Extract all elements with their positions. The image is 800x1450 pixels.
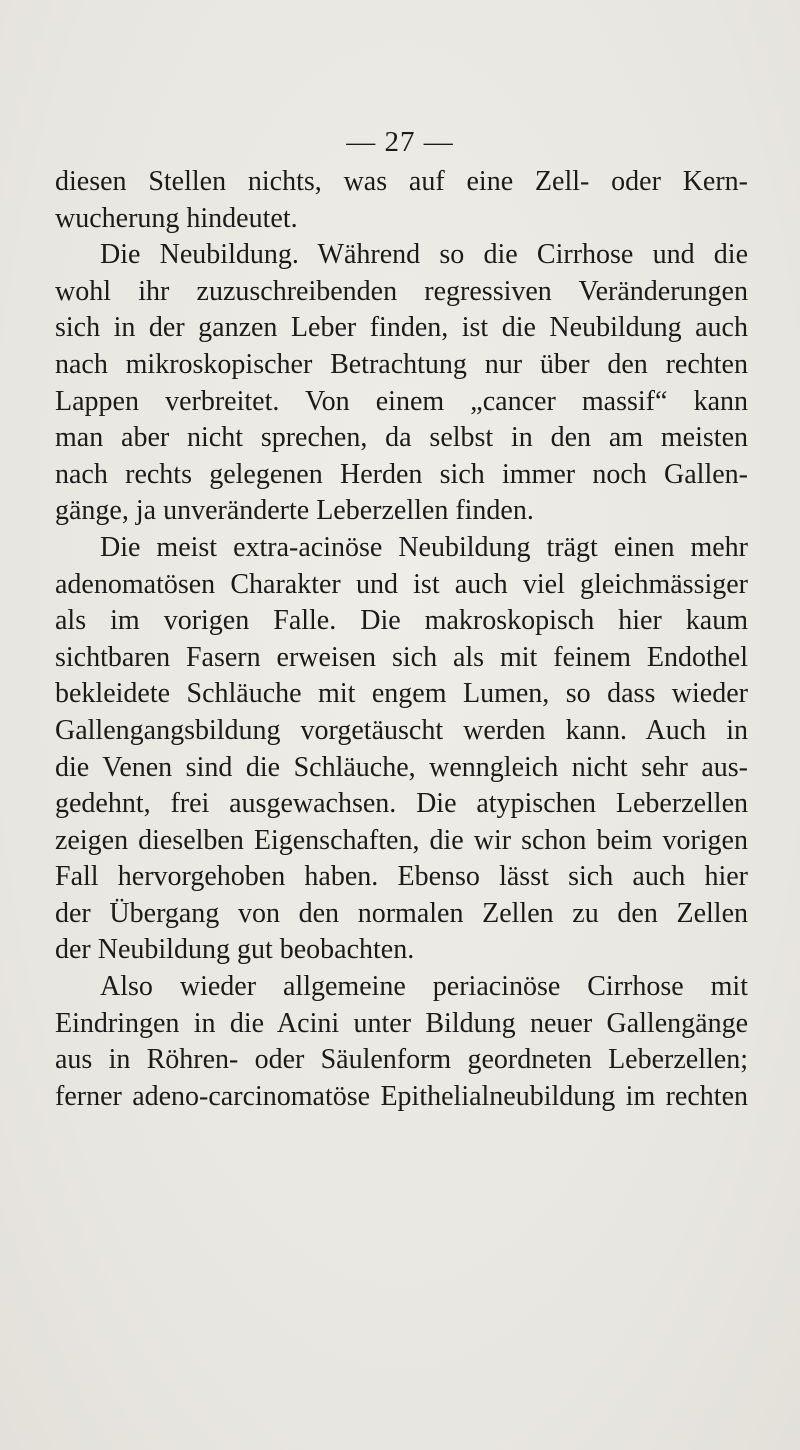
text-line: nach rechts gelegenen Herden sich immer noch Gallen- xyxy=(55,458,748,490)
paragraph-3 xyxy=(55,530,748,969)
text-line: gänge, ja unveränderte Leberzellen finden. xyxy=(55,495,534,527)
paragraph-2 xyxy=(55,237,748,530)
text-line: Die meist extra-acinöse Neubildung trägt einen mehr xyxy=(100,531,748,563)
text-line: der Übergang von den normalen Zellen zu den Zellen xyxy=(55,897,748,929)
text-line: sich in der ganzen Leber finden, ist die Neubildung auch xyxy=(55,312,748,344)
text-line: Also wieder allgemeine periacinöse Cirrhose mit xyxy=(100,971,748,1003)
text-line: ferner adeno-carcinomatöse Epithelialneubildung im rechten xyxy=(55,1080,748,1112)
text-line: man aber nicht sprechen, da selbst in den am meisten xyxy=(55,422,748,454)
page-number: — 27 — xyxy=(346,126,454,158)
text-line: diesen Stellen nichts, was auf eine Zell- oder Kern- xyxy=(55,166,748,197)
text-line: Gallengangsbildung vorgetäuscht werden kann. Auch in xyxy=(55,714,748,746)
text-line: Eindringen in die Acini unter Bildung neuer Gallengänge xyxy=(55,1007,748,1039)
text-line: die Venen sind die Schläuche, wenngleich nicht sehr aus- xyxy=(55,751,748,783)
text-line: nach mikroskopischer Betrachtung nur über den rechten xyxy=(55,348,748,380)
text-line: adenomatösen Charakter und ist auch viel gleichmässiger xyxy=(55,568,748,600)
text-line: zeigen dieselben Eigenschaften, die wir schon beim vorigen xyxy=(55,824,748,856)
text-line: wucherung hindeutet. xyxy=(55,202,298,234)
text-line: wohl ihr zuzuschreibenden regressiven Veränderungen xyxy=(55,275,748,307)
paragraph-4 xyxy=(55,969,748,1115)
text-line: Die Neubildung. Während so die Cirrhose und die xyxy=(100,239,748,271)
text-line: sichtbaren Fasern erweisen sich als mit feinem Endothel xyxy=(55,641,748,673)
text-line: Fall hervorgehoben haben. Ebenso lässt sich auch hier xyxy=(55,861,748,893)
text-line: als im vorigen Falle. Die makroskopisch hier kaum xyxy=(55,605,748,637)
text-line: bekleidete Schläuche mit engem Lumen, so dass wieder xyxy=(55,678,748,710)
body-text xyxy=(55,164,748,1115)
text-line: Lappen verbreitet. Von einem „cancer massif“ kann xyxy=(55,385,748,417)
text-line: gedehnt, frei ausgewachsen. Die atypischen Leberzellen xyxy=(55,788,748,820)
text-line: aus in Röhren- oder Säulenform geordneten Leberzellen; xyxy=(55,1044,748,1076)
text-line: der Neubildung gut beobachten. xyxy=(55,934,415,966)
paragraph-1 xyxy=(55,164,748,237)
